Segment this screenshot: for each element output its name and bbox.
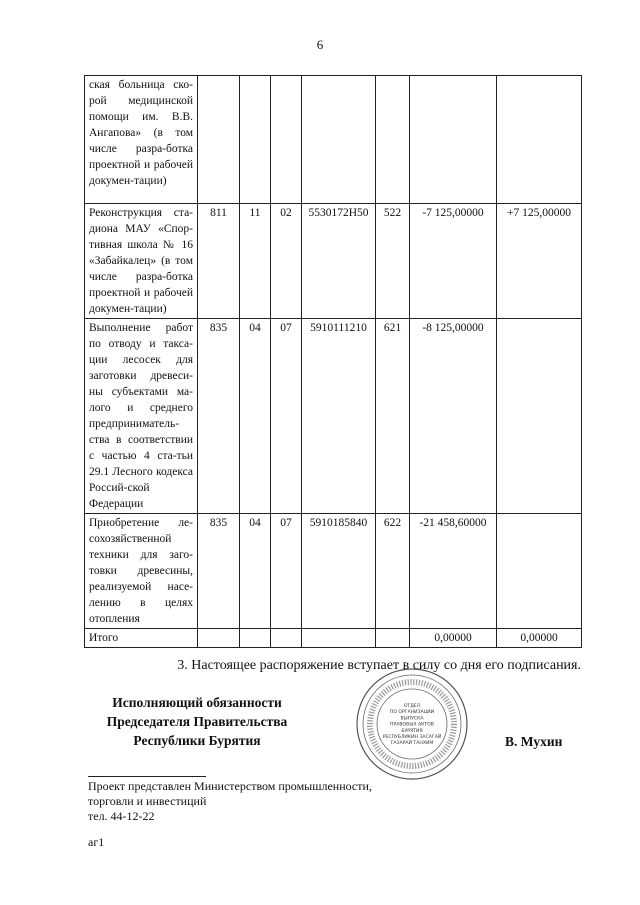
cell-c7 [497, 319, 582, 514]
cell-c6: 0,00000 [410, 629, 497, 648]
cell-c5 [376, 76, 410, 204]
cell-c2 [240, 629, 271, 648]
table-row [85, 204, 582, 319]
footnote-separator [88, 776, 206, 777]
cell-c5: 621 [376, 319, 410, 514]
signature-block [92, 693, 302, 750]
stamp-text-line: БУРЯТИЯ [401, 728, 423, 734]
cell-c7 [497, 514, 582, 629]
stamp-text-line: ПРАВОВЫХ АКТОВ [390, 722, 434, 728]
table-row [85, 76, 582, 204]
cell-c1: 811 [198, 204, 240, 319]
footnote-line-2: торговли и инвестиций [88, 794, 207, 808]
cell-c3: 02 [271, 204, 302, 319]
cell-c3: 07 [271, 514, 302, 629]
stamp-text-line: РЕСПУБЛИКИН ЗАСАГАЙ [382, 735, 442, 740]
decision-text: 3. Настоящее распоряжение вступает в силу со дня его подписания. [177, 658, 581, 673]
cell-c2 [240, 76, 271, 204]
row-name-cell: Реконструкция ста-диона МАУ «Спор-тивная школа № 16 «Забайкалец» (в том числе разра-ботка проектной и рабочей докумен-тации) [85, 204, 198, 319]
cell-c4 [302, 76, 376, 204]
stamp-text-line: ГАЗАРАЙ ТАНХИМ [390, 741, 434, 747]
footnote-phone: тел. 44-12-22 [88, 809, 155, 823]
cell-c2: 11 [240, 204, 271, 319]
table-row [85, 319, 582, 514]
cell-c4: 5910185840 [302, 514, 376, 629]
cell-c4: 5910111210 [302, 319, 376, 514]
cell-c1 [198, 629, 240, 648]
cell-c5: 622 [376, 514, 410, 629]
cell-c4 [302, 629, 376, 648]
row-name-cell: Итого [85, 629, 198, 648]
official-stamp [355, 667, 469, 781]
row-name-cell: Выполнение работ по отводу и такса-ции лесосек для заготовки древеси-ны субъектами ма-лого и среднего предприниматель-ства в соответствии с частью 4 ста-тьи 29.1 Лесного кодекса Россий-ской Федерации [85, 319, 198, 514]
cell-c1 [198, 76, 240, 204]
cell-c7 [497, 76, 582, 204]
cell-c6: -21 458,60000 [410, 514, 497, 629]
document-code: аг1 [88, 835, 105, 849]
cell-c3 [271, 629, 302, 648]
signature-title-2: Председателя Правительства [106, 714, 288, 729]
cell-c3 [271, 76, 302, 204]
cell-c7: 0,00000 [497, 629, 582, 648]
budget-table [84, 75, 582, 648]
page-number: 6 [316, 37, 324, 52]
table-row [85, 514, 582, 629]
table-row [85, 629, 582, 648]
cell-c5: 522 [376, 204, 410, 319]
cell-c2: 04 [240, 319, 271, 514]
footnote-line-1: Проект представлен Министерством промышленности, [88, 779, 372, 793]
cell-c6: -8 125,00000 [410, 319, 497, 514]
cell-c4: 5530172Н50 [302, 204, 376, 319]
row-name-cell: Приобретение ле-сохозяйственной техники для заго-товки древесины, реализуемой насе-лению в целях отопления [85, 514, 198, 629]
signature-title-3: Республики Бурятия [133, 733, 261, 748]
cell-c3: 07 [271, 319, 302, 514]
signer-name: В. Мухин [505, 734, 563, 749]
stamp-text-line: ОТДЕЛ [403, 704, 421, 709]
stamp-text-line: ПО ОРГАНИЗАЦИИ [389, 710, 435, 716]
cell-c7: +7 125,00000 [497, 204, 582, 319]
cell-c5 [376, 629, 410, 648]
cell-c6: -7 125,00000 [410, 204, 497, 319]
stamp-text-line: ВЫПУСКА [400, 716, 424, 722]
cell-c2: 04 [240, 514, 271, 629]
cell-c1: 835 [198, 514, 240, 629]
cell-c6 [410, 76, 497, 204]
signature-title-1: Исполняющий обязанности [112, 695, 282, 710]
row-name-cell: ская больница ско-рой медицинской помощи им. В.В. Ангапова» (в том числе разра-ботка проектной и рабочей докумен-тации) [85, 76, 198, 204]
cell-c1: 835 [198, 319, 240, 514]
footnote [88, 779, 418, 824]
